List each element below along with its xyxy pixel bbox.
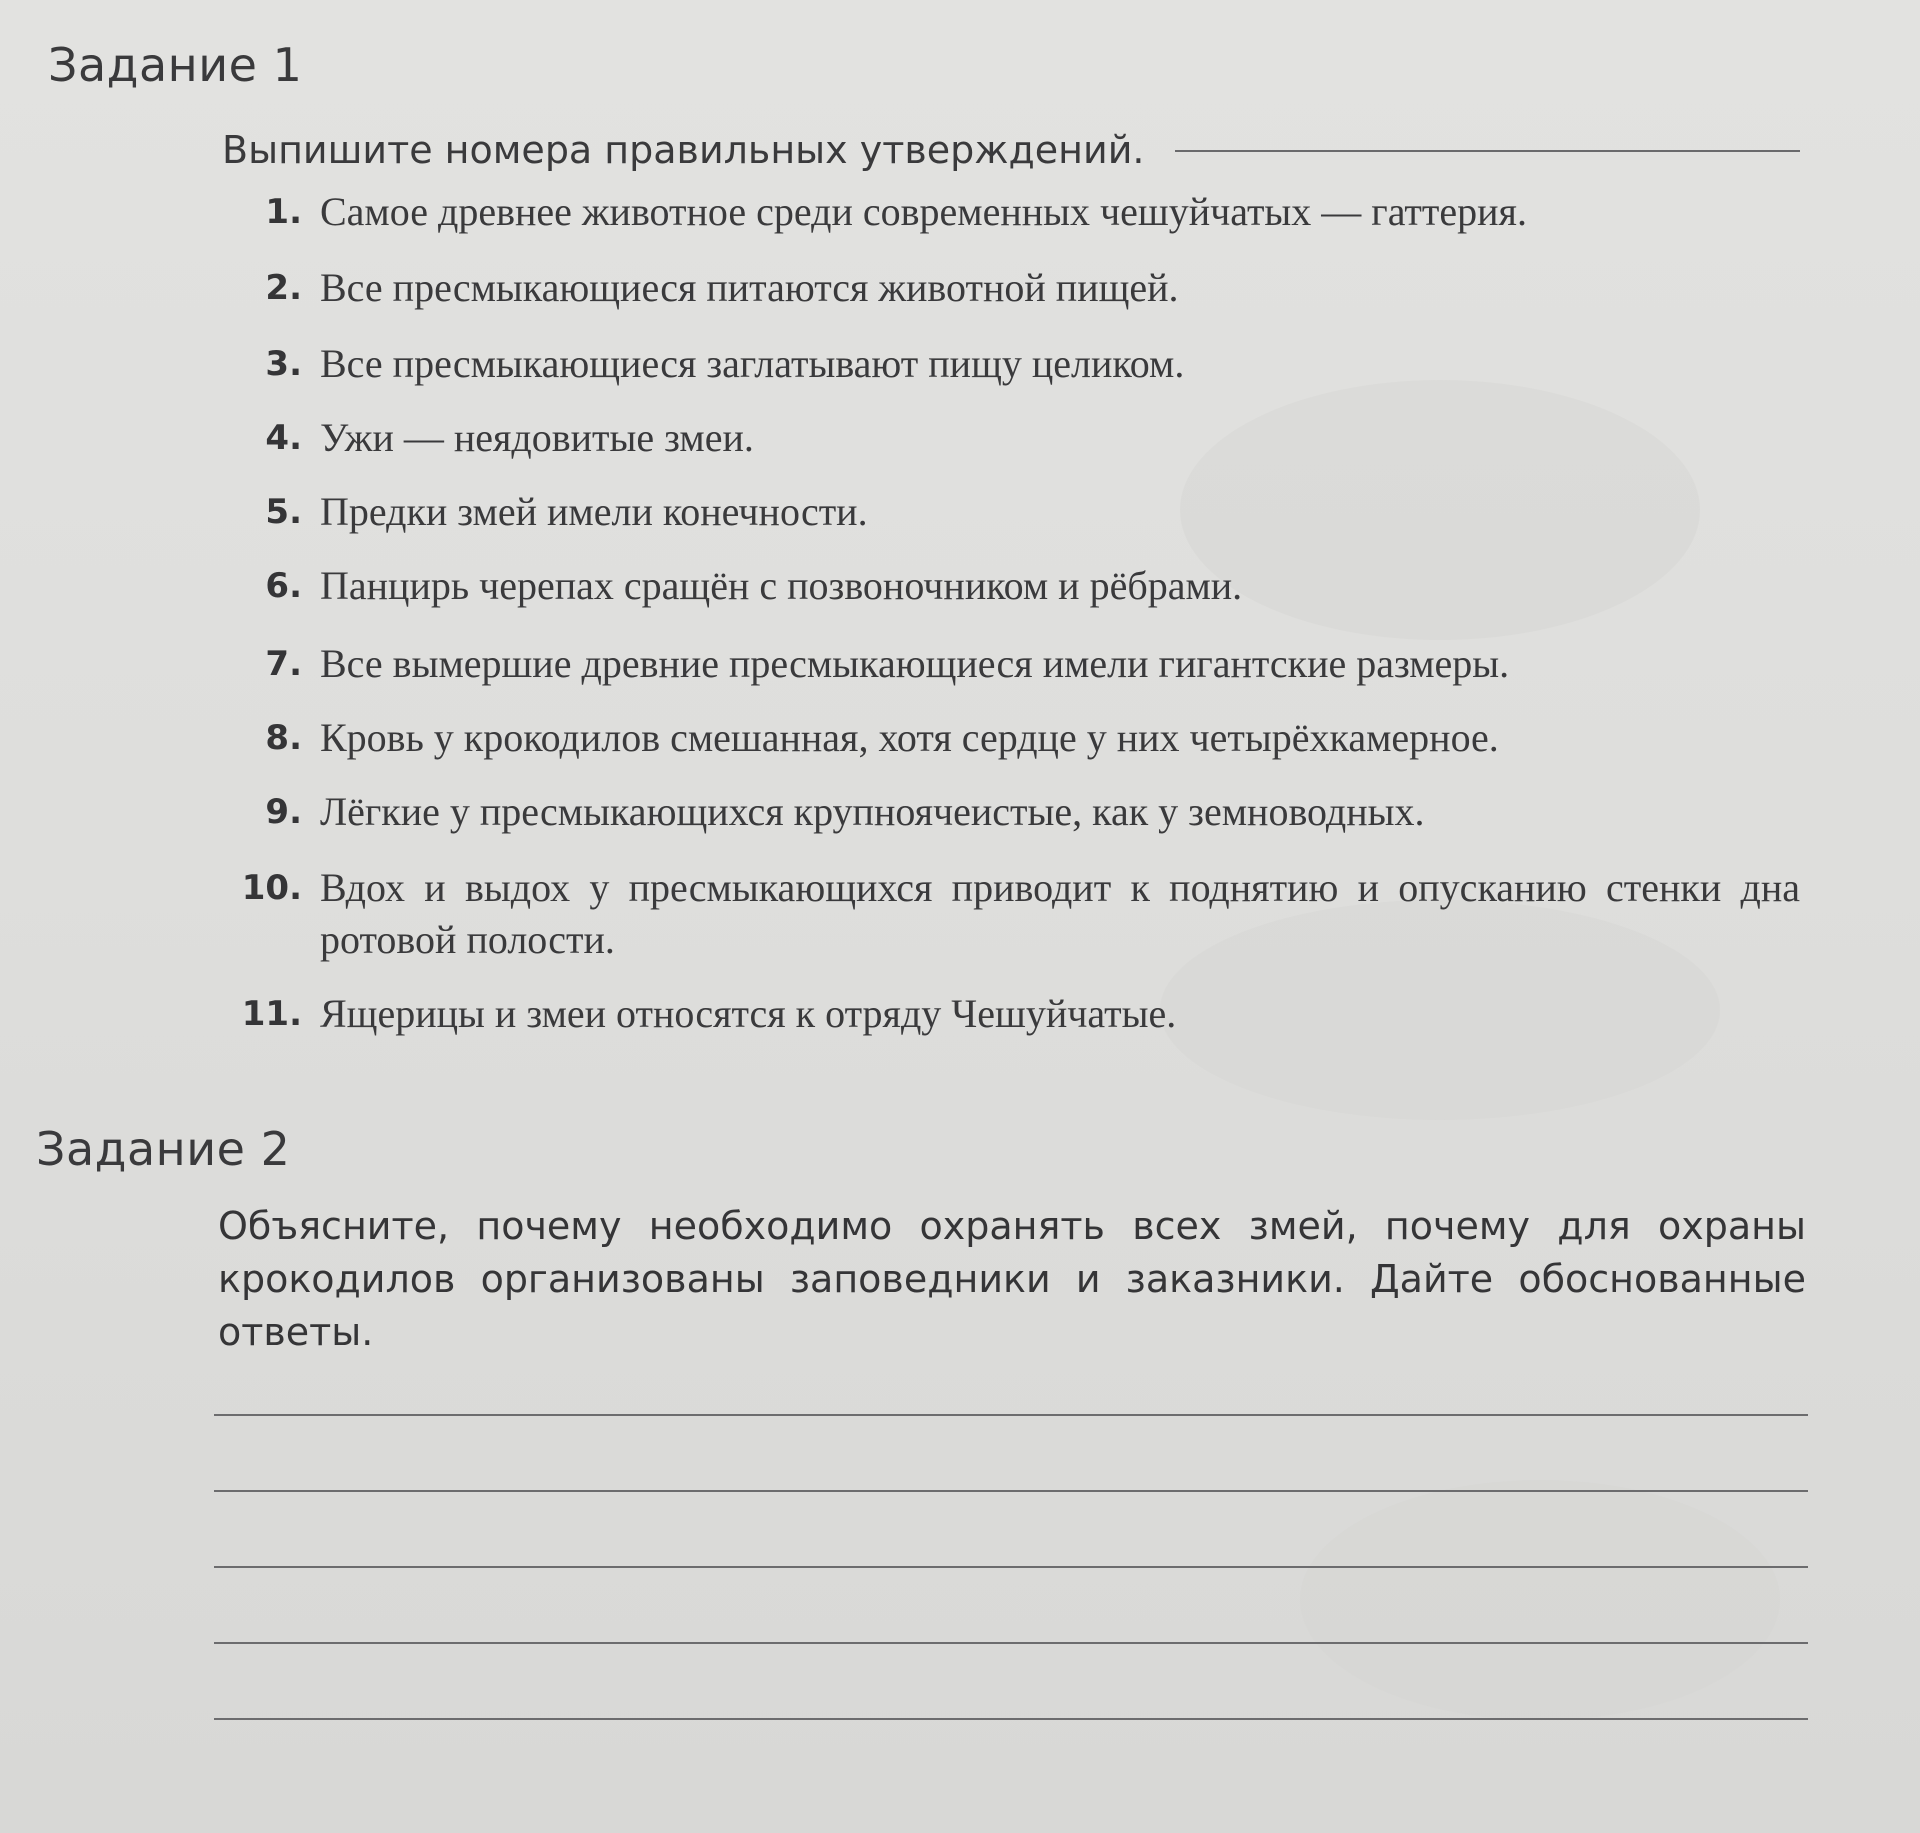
statement-text: Все вымершие древние пресмыкающиеся имели гигантские размеры.: [320, 641, 1510, 686]
task1-heading: Задание 1: [48, 38, 303, 92]
statement-item: [220, 988, 1800, 1040]
statement-number: 8.: [265, 718, 302, 758]
statement-number: 1.: [265, 192, 302, 232]
statement-text: Ящерицы и змеи относятся к отряду Чешуйчатые.: [320, 991, 1177, 1036]
statement-item: [220, 638, 1800, 690]
statement-item: [220, 412, 1800, 464]
task2-heading: Задание 2: [36, 1122, 291, 1176]
show-through-shadow: [1300, 1480, 1780, 1720]
statement-text: Вдох и выдох у пресмыкающихся приводит к поднятию и опусканию стенки дна ротовой полости.: [320, 865, 1800, 962]
statement-item: [220, 560, 1800, 612]
statement-item: [220, 186, 1800, 238]
statement-text: Кровь у крокодилов смешанная, хотя сердце у них четырёхкамерное.: [320, 715, 1499, 760]
statement-text: Самое древнее животное среди современных чешуйчатых — гаттерия.: [320, 189, 1527, 234]
statement-item: [220, 262, 1800, 314]
answer-line[interactable]: [214, 1642, 1808, 1644]
statement-text: Ужи — неядовитые змеи.: [320, 415, 754, 460]
statement-number: 6.: [265, 566, 302, 606]
statement-number: 10.: [241, 868, 302, 908]
answer-blank[interactable]: [1175, 150, 1800, 152]
statement-text: Все пресмыкающиеся заглатывают пищу целиком.: [320, 341, 1185, 386]
statement-text: Панцирь черепах сращён с позвоночником и рёбрами.: [320, 563, 1243, 608]
statement-number: 4.: [265, 418, 302, 458]
statement-item: [220, 712, 1800, 764]
answer-line[interactable]: [214, 1566, 1808, 1568]
statement-number: 7.: [265, 644, 302, 684]
statement-number: 11.: [241, 994, 302, 1034]
statement-text: Все пресмыкающиеся питаются животной пищей.: [320, 265, 1179, 310]
task1-instruction: Выпишите номера правильных утверждений.: [222, 128, 1145, 172]
statement-item: [220, 486, 1800, 538]
statement-item: [220, 338, 1800, 390]
statement-text: Лёгкие у пресмыкающихся крупноячеистые, как у земноводных.: [320, 789, 1425, 834]
statement-item: [220, 786, 1800, 838]
answer-line[interactable]: [214, 1414, 1808, 1416]
statement-number: 5.: [265, 492, 302, 532]
statement-item: [220, 862, 1800, 966]
statement-number: 3.: [265, 344, 302, 384]
answer-line[interactable]: [214, 1718, 1808, 1720]
statement-text: Предки змей имели конечности.: [320, 489, 868, 534]
statement-number: 2.: [265, 268, 302, 308]
statement-number: 9.: [265, 792, 302, 832]
task2-question: Объясните, почему необходимо охранять всех змей, почему для охраны крокодилов организованы заповедники и заказники. Дайте обоснованные ответы.: [218, 1204, 1806, 1354]
answer-line[interactable]: [214, 1490, 1808, 1492]
